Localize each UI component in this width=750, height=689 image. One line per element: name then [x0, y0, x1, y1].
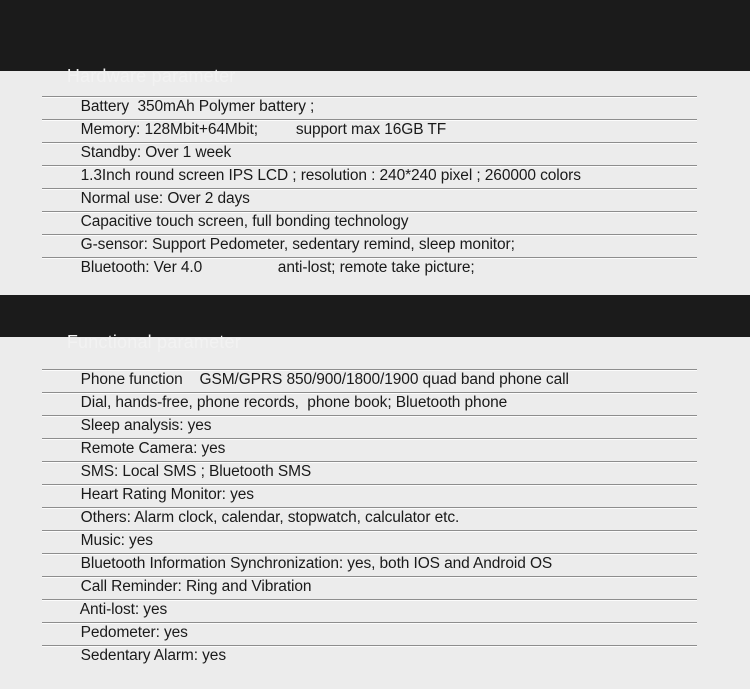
- spec-row-text: Call Reminder: Ring and Vibration: [80, 578, 312, 595]
- spec-row-text: Music: yes: [80, 532, 153, 549]
- spec-row-text: 1.3Inch round screen IPS LCD ; resolution : 240*240 pixel ; 260000 colors: [80, 167, 581, 184]
- hardware-section-header: [0, 0, 750, 86]
- hardware-section-title: Hardware parameter: [66, 66, 236, 86]
- functional-spec-rows: [42, 347, 697, 664]
- spec-row-text: Pedometer: yes: [80, 624, 188, 641]
- spec-row-text: Bluetooth: Ver 4.0 anti-lost; remote take picture;: [80, 259, 475, 276]
- spec-row-text: G-sensor: Support Pedometer, sedentary remind, sleep monitor;: [80, 236, 515, 253]
- spec-row-text: SMS: Local SMS ; Bluetooth SMS: [80, 463, 312, 480]
- spec-row-text: Sedentary Alarm: yes: [80, 647, 226, 664]
- functional-section-title: Functional parameter: [66, 332, 241, 352]
- spec-row-text: Others: Alarm clock, calendar, stopwatch, calculator etc.: [80, 509, 460, 526]
- spec-row-text: Sleep analysis: yes: [80, 417, 212, 434]
- spec-row-text: Heart Rating Monitor: yes: [80, 486, 254, 503]
- spec-row-text: Normal use: Over 2 days: [80, 190, 250, 207]
- spec-row-text: Bluetooth Information Synchronization: yes, both IOS and Android OS: [80, 555, 553, 572]
- spec-row-text: Memory: 128Mbit+64Mbit; support max 16GB TF: [80, 121, 447, 138]
- spec-row-text: Capacitive touch screen, full bonding technology: [80, 213, 409, 230]
- functional-section-header: [0, 295, 750, 352]
- spec-row-text: Dial, hands-free, phone records, phone book; Bluetooth phone: [80, 394, 508, 411]
- spec-row-text: Remote Camera: yes: [80, 440, 226, 457]
- spec-row-text: Phone function GSM/GPRS 850/900/1800/1900 quad band phone call: [80, 371, 569, 388]
- spec-row-text: Battery 350mAh Polymer battery ;: [80, 98, 315, 115]
- spec-row-text: Standby: Over 1 week: [80, 144, 232, 161]
- hardware-spec-rows: [42, 74, 697, 276]
- spec-row-text: Anti-lost: yes: [79, 601, 168, 618]
